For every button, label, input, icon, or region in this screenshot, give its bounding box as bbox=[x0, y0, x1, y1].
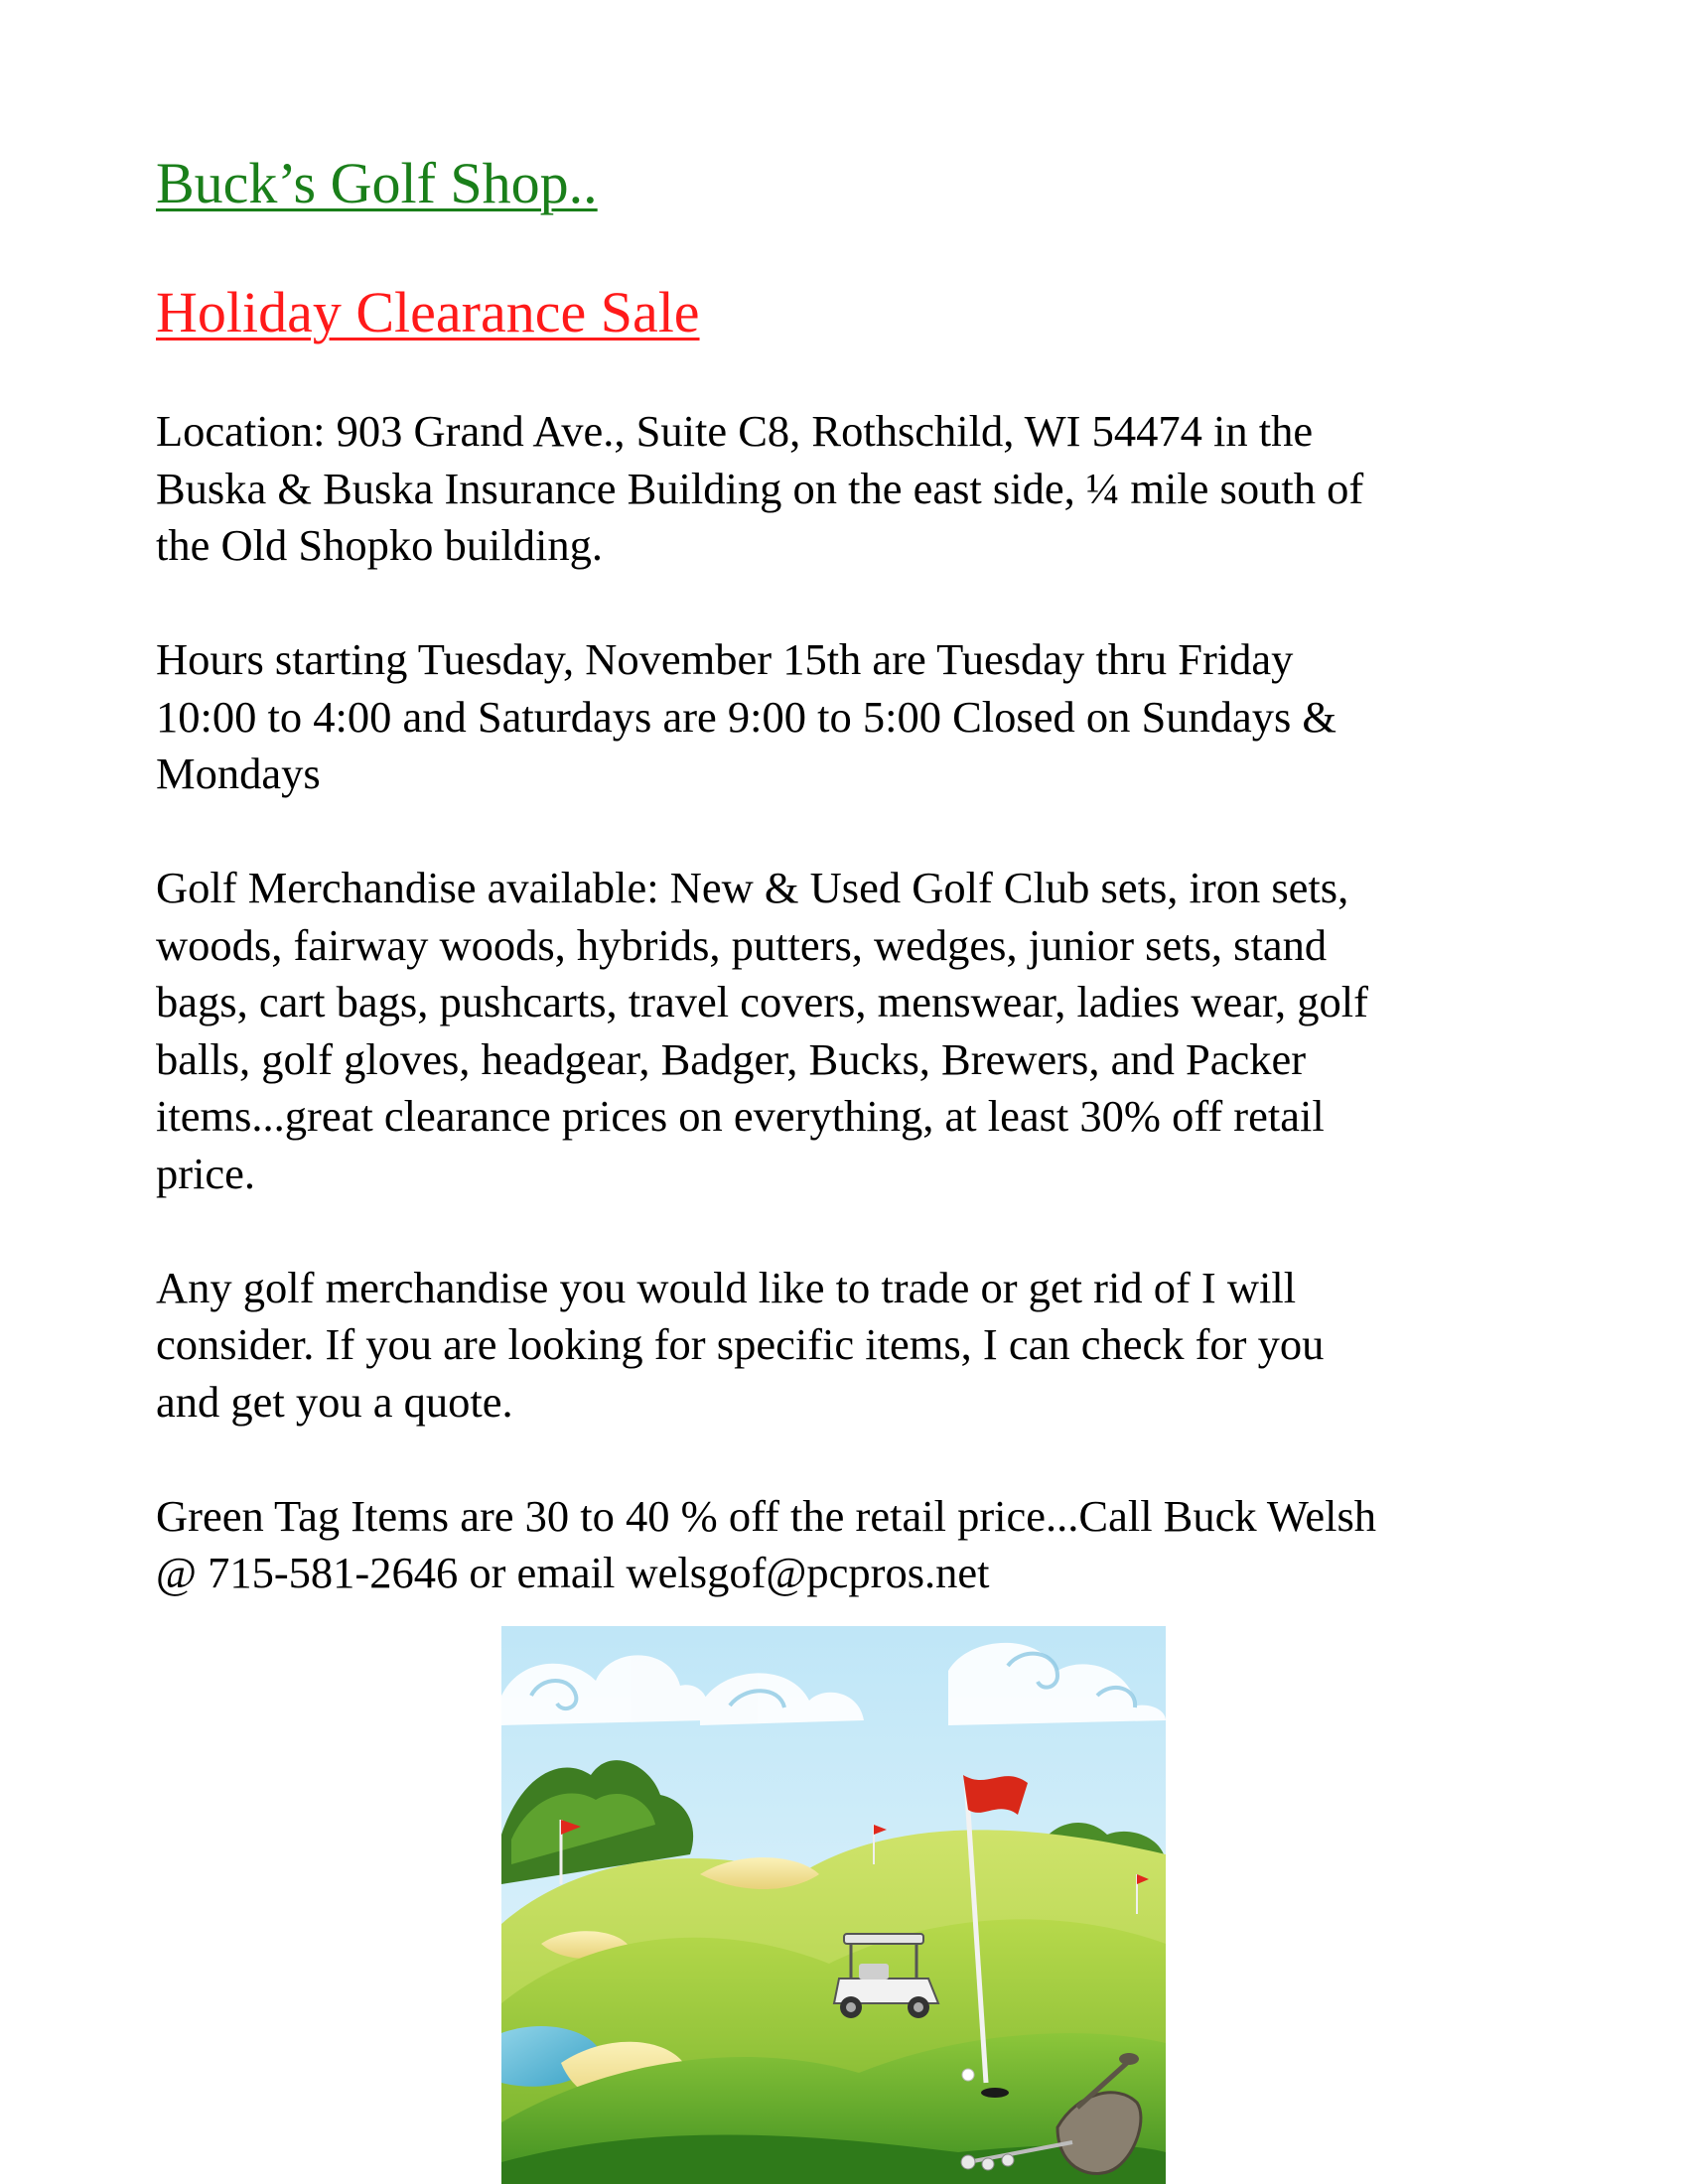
golf-ball-icon bbox=[962, 2069, 974, 2081]
paragraph-spacer bbox=[156, 1202, 1546, 1260]
flyer-page bbox=[156, 149, 1546, 1602]
paragraph-spacer bbox=[156, 1431, 1546, 1488]
contact-paragraph: Green Tag Items are 30 to 40 % off the retail price...Call Buck Welsh @ 715-581-2646 or email welsgof@pcpros.net bbox=[156, 1490, 1377, 1597]
paragraph-spacer bbox=[156, 803, 1546, 861]
sale-heading: Holiday Clearance Sale bbox=[156, 280, 700, 344]
location-paragraph: Location: 903 Grand Ave., Suite C8, Rothschild, WI 54474 in the Buska & Buska Insurance Building on the east side, ¼ mile south of the Old Shopko building. bbox=[156, 406, 1364, 570]
hours-paragraph: Hours starting Tuesday, November 15th are Tuesday thru Friday 10:00 to 4:00 and Saturdays are 9:00 to 5:00 Closed on Sundays & Mondays bbox=[156, 634, 1337, 798]
paragraph-spacer bbox=[156, 575, 1546, 632]
shop-title: Buck’s Golf Shop.. bbox=[156, 151, 598, 215]
golf-hole bbox=[981, 2088, 1009, 2098]
trade-paragraph: Any golf merchandise you would like to trade or get rid of I will consider. If you are looking for specific items, I can check for you and get you a quote. bbox=[156, 1262, 1325, 1427]
golf-course-illustration bbox=[501, 1626, 1166, 2184]
merchandise-paragraph: Golf Merchandise available: New & Used Golf Club sets, iron sets, woods, fairway woods, hybrids, putters, wedges, junior sets, stand bags, cart bags, pushcarts, travel covers, menswear, ladies wear, golf balls, golf gloves, headgear, Badger, Bucks, Brewers, and Packer items...great clearance prices on everything, at least 30% off retail price. bbox=[156, 863, 1368, 1198]
